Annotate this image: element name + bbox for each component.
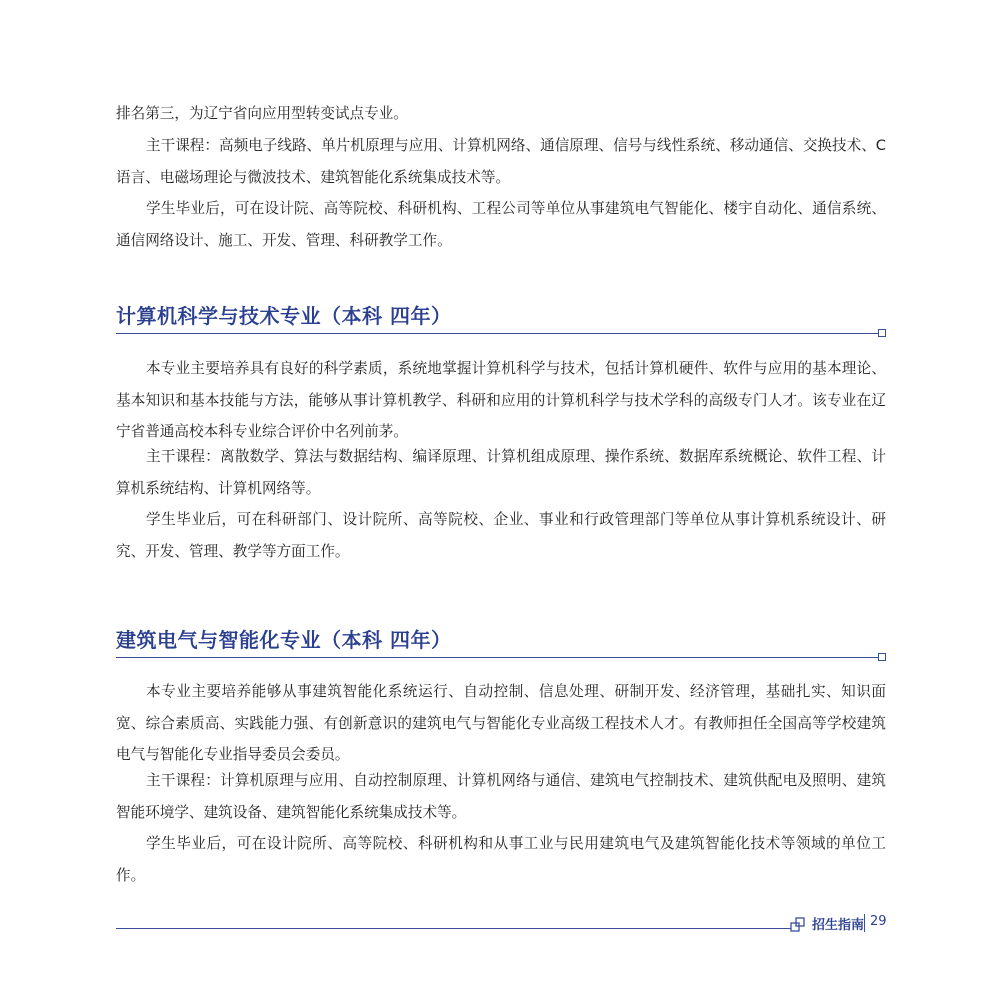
- footer-guide-label: 招生指南: [812, 918, 865, 933]
- footer-squares-icon: [790, 917, 806, 933]
- divider-end-square-icon: [878, 329, 886, 337]
- cs-paragraph-overview: 本专业主要培养具有良好的科学素质，系统地掌握计算机科学与技术，包括计算机硬件、软件与应用的基本理论、基本知识和基本技能与方法，能够从事计算机教学、科研和应用的计算机科学与技术学科的高级专门人才。该专业在辽宁省普通高校本科专业综合评价中名列前茅。: [116, 360, 886, 440]
- cs-paragraph-careers: 学生毕业后，可在科研部门、设计院所、高等院校、企业、事业和行政管理部门等单位从事计算机系统设计、研究、开发、管理、教学等方面工作。: [116, 511, 886, 560]
- footer-separator: [864, 914, 865, 932]
- section-divider: [116, 657, 878, 658]
- ee-paragraph-careers: 学生毕业后，可在设计院所、高等院校、科研机构和从事工业与民用建筑电气及建筑智能化技术等领域的单位工作。: [116, 835, 886, 884]
- cs-paragraph-courses: 主干课程：离散数学、算法与数据结构、编译原理、计算机组成原理、操作系统、数据库系统概论、软件工程、计算机系统结构、计算机网络等。: [116, 448, 886, 497]
- section-title-computer-science: 计算机科学与技术专业（本科 四年）: [116, 304, 452, 328]
- intro-paragraph-1: 排名第三，为辽宁省向应用型转变试点专业。: [116, 105, 408, 122]
- section-divider: [116, 333, 878, 334]
- intro-paragraph-careers: 学生毕业后，可在设计院、高等院校、科研机构、工程公司等单位从事建筑电气智能化、楼宇自动化、通信系统、通信网络设计、施工、开发、管理、科研教学工作。: [116, 200, 886, 249]
- section-title-building-electrical: 建筑电气与智能化专业（本科 四年）: [116, 628, 452, 652]
- intro-paragraph-courses: 主干课程：高频电子线路、单片机原理与应用、计算机网络、通信原理、信号与线性系统、移动通信、交换技术、C语言、电磁场理论与微波技术、建筑智能化系统集成技术等。: [116, 137, 886, 186]
- footer-rule: [116, 928, 792, 929]
- ee-paragraph-overview: 本专业主要培养能够从事建筑智能化系统运行、自动控制、信息处理、研制开发、经济管理，基础扎实、知识面宽、综合素质高、实践能力强、有创新意识的建筑电气与智能化专业高级工程技术人才。有教师担任全国高等学校建筑电气与智能化专业指导委员会委员。: [116, 683, 886, 763]
- divider-end-square-icon: [878, 653, 886, 661]
- page-number: 29: [870, 914, 887, 929]
- ee-paragraph-courses: 主干课程：计算机原理与应用、自动控制原理、计算机网络与通信、建筑电气控制技术、建筑供配电及照明、建筑智能环境学、建筑设备、建筑智能化系统集成技术等。: [116, 772, 886, 821]
